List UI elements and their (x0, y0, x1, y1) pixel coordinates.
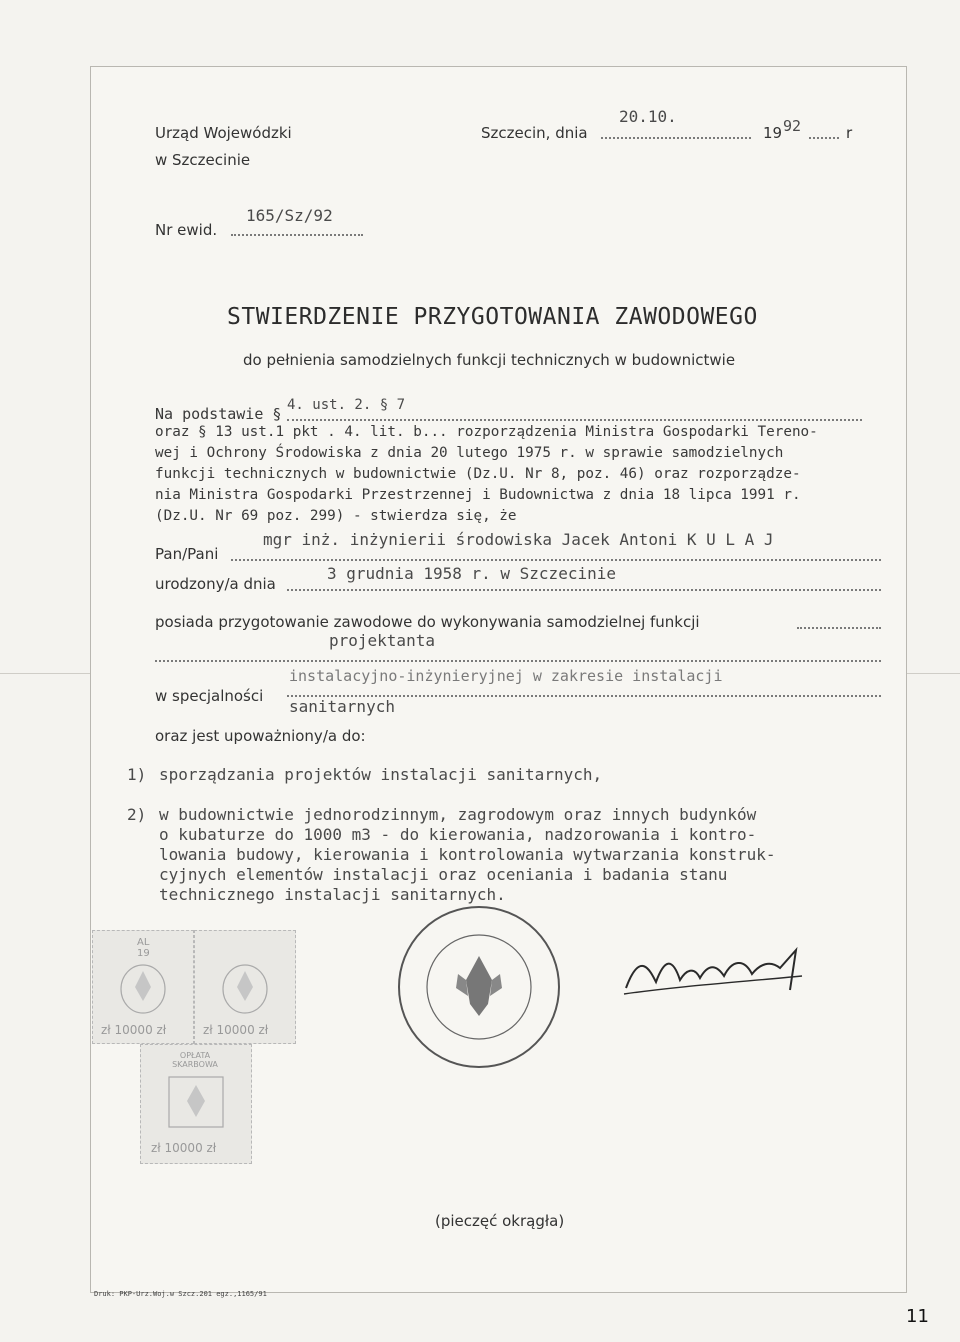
revenue-stamp-3-value: zł 10000 zł (151, 1141, 217, 1155)
seal-icon (396, 904, 562, 1070)
scope-item-1-number: 1) (127, 765, 147, 784)
specialty-value-2: sanitarnych (289, 697, 395, 716)
born-dots (287, 589, 881, 591)
scope-item-2-line-3: lowania budowy, kierowania i kontrolowania wytwarzania konstruk- (159, 845, 776, 864)
authorized-line: oraz jest upoważniony/a do: (155, 727, 366, 745)
document-subtitle: do pełnienia samodzielnych funkcji technicznych w budownictwie (243, 351, 736, 369)
scope-item-2-number: 2) (127, 805, 147, 824)
year-dots (809, 137, 839, 139)
born-value: 3 grudnia 1958 r. w Szczecinie (327, 564, 616, 583)
nr-value: 165/Sz/92 (246, 206, 333, 225)
scope-item-2-line-1: w budownictwie jednorodzinnym, zagrodowym oraz innych budynków (159, 805, 757, 824)
signature (620, 930, 810, 1010)
basis-dots (287, 419, 862, 421)
revenue-stamp-1 (92, 930, 194, 1044)
nr-dots (231, 234, 363, 236)
person-dots (231, 559, 881, 561)
born-label: urodzony/a dnia (155, 575, 276, 593)
year-prefix: 19 (763, 124, 783, 142)
revenue-stamp-3-label: OPŁATA SKARBOWA (172, 1051, 218, 1069)
seal-label: (pieczęć okrągła) (435, 1212, 565, 1230)
nr-label: Nr ewid. (155, 221, 218, 239)
qualification-dots (797, 627, 881, 629)
revenue-stamp-2 (194, 930, 296, 1044)
signature-icon (620, 930, 810, 1010)
year-suffix: r (846, 124, 853, 142)
date-prefix: Szczecin, dnia (481, 124, 588, 142)
basis-line-3: wej i Ochrony Środowiska z dnia 20 lutego 1975 r. w sprawie samodzielnych (155, 445, 784, 461)
specialty-value-1: instalacyjno-inżynieryjnej w zakresie instalacji (289, 667, 723, 685)
basis-line-4: funkcji technicznych w budownictwie (Dz.U. Nr 8, poz. 46) oraz rozporządze- (155, 466, 801, 482)
function-value: projektanta (329, 631, 435, 650)
basis-line-6: (Dz.U. Nr 69 poz. 299) - stwierdza się, że (155, 508, 517, 524)
scope-item-2-line-2: o kubaturze do 1000 m3 - do kierowania, nadzorowania i kontro- (159, 825, 757, 844)
date-value: 20.10. (619, 107, 677, 126)
official-seal (396, 904, 562, 1070)
basis-line-1: Na podstawie § (155, 405, 282, 423)
basis-line-2: oraz § 13 ust.1 pkt . 4. lit. b... rozporządzenia Ministra Gospodarki Tereno- (155, 424, 818, 440)
basis-fill: 4. ust. 2. § 7 (287, 397, 406, 413)
revenue-stamp-3 (140, 1044, 252, 1164)
scope-item-2-line-5: technicznego instalacji sanitarnych. (159, 885, 506, 904)
function-dots (155, 660, 881, 662)
revenue-stamp-1-label: AL 19 (137, 937, 150, 959)
qualification-line: posiada przygotowanie zawodowe do wykonywania samodzielnej funkcji (155, 613, 700, 631)
office-name: Urząd Wojewódzki (155, 124, 292, 142)
revenue-stamp-2-value: zł 10000 zł (203, 1023, 269, 1037)
revenue-stamp-1-value: zł 10000 zł (101, 1023, 167, 1037)
person-label: Pan/Pani (155, 545, 219, 563)
person-name: mgr inż. inżynierii środowiska Jacek Antoni K U L A J (263, 530, 774, 549)
date-dots (601, 137, 751, 139)
scope-item-2-line-4: cyjnych elementów instalacji oraz oceniania i badania stanu (159, 865, 728, 884)
document-title: STWIERDZENIE PRZYGOTOWANIA ZAWODOWEGO (227, 304, 758, 330)
specialty-label: w specjalności (155, 687, 264, 705)
scope-item-1: sporządzania projektów instalacji sanitarnych, (159, 765, 603, 784)
office-city: w Szczecinie (155, 151, 251, 169)
print-info: Druk: PKP-Urz.Woj.w Szcz.201 egz.,1165/91 (94, 1290, 267, 1298)
page-number: 11 (906, 1306, 929, 1327)
year-value: 92 (783, 117, 802, 135)
basis-line-5: nia Ministra Gospodarki Przestrzennej i Budownictwa z dnia 18 lipca 1991 r. (155, 487, 801, 503)
